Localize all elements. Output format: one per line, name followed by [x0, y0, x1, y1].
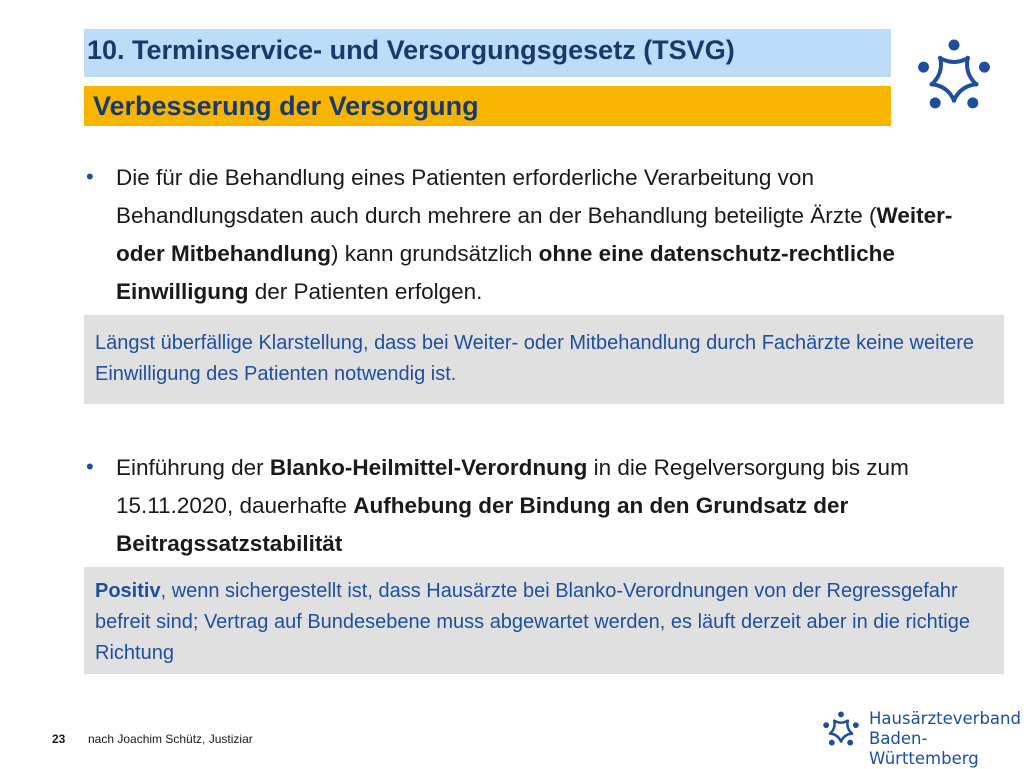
bullet-text	[116, 159, 1004, 311]
brand-line-2: Baden-Württemberg	[869, 729, 979, 768]
page-subtitle: Verbesserung der Versorgung	[84, 86, 891, 126]
bullet-item-blanko-verordnung	[84, 449, 1004, 563]
bullet-text	[116, 449, 1004, 563]
note-text: Längst überfällige Klarstellung, dass bei Weiter- oder Mitbehandlung durch Fachärzte keine weitere Einwilligung des Patienten notwendig ist.	[95, 332, 975, 385]
page-title: 10. Terminservice- und Versorgungsgesetz (TSVG)	[84, 29, 891, 77]
text-segment: Einführung der	[116, 455, 270, 480]
text-segment: der Patienten erfolgen.	[248, 279, 483, 304]
bullet-dot-icon: •	[86, 454, 94, 479]
footer-author: nach Joachim Schütz, Justiziar	[88, 732, 253, 746]
bullet-item-datenschutz	[84, 159, 1004, 311]
text-segment: ) kann grundsätzlich	[330, 241, 539, 266]
brand-name	[869, 709, 1024, 769]
text-segment: in die Regelversorgung bis zum 15.11.2020, dauerhafte	[116, 455, 909, 518]
note-box-positiv	[84, 567, 1004, 674]
brand-logo-icon	[821, 710, 861, 750]
note-text-bold: Positiv	[95, 580, 161, 602]
text-segment: Die für die Behandlung eines Patienten erforderliche Verarbeitung von Behandlungsdaten auch durch mehrere an der Behandlung beteiligte Ärzte (	[116, 165, 877, 228]
note-box-klarstellung	[84, 315, 1004, 404]
people-circle-logo-icon	[913, 36, 995, 118]
note-text: , wenn sichergestellt ist, dass Hausärzte bei Blanko-Verordnungen von der Regressgefahr befreit sind; Vertrag auf Bundesebene muss abgewartet werden, es läuft derzeit aber in die richtige Richtung	[95, 580, 970, 664]
page-number: 23	[52, 732, 66, 746]
text-segment-bold: Blanko-Heilmittel-Verordnung	[269, 455, 588, 480]
text-segment-bold: ohne eine datenschutz-rechtliche Einwilligung	[116, 241, 895, 304]
brand-line-1: Hausärzteverband	[869, 709, 1021, 728]
text-segment-bold: Aufhebung der Bindung an den Grundsatz der Beitragssatzstabilität	[116, 493, 849, 556]
text-segment-bold: Weiter- oder Mitbehandlung	[116, 203, 953, 266]
bullet-dot-icon: •	[86, 164, 94, 189]
